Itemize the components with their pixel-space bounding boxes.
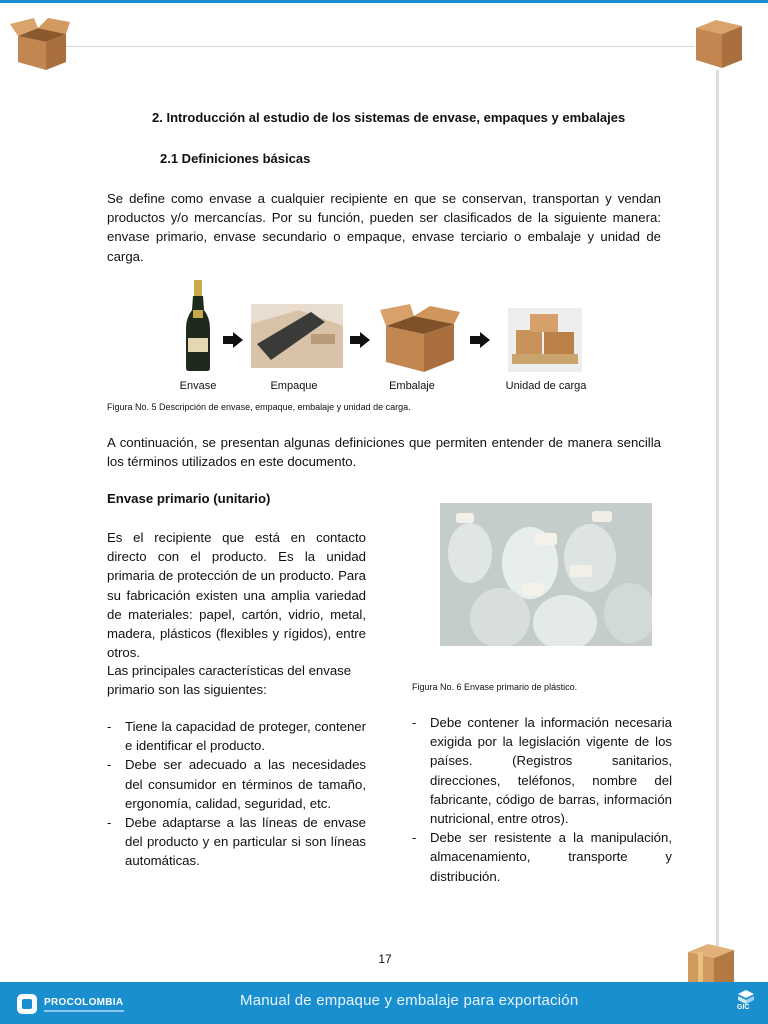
section-subheading: 2.1 Definiciones básicas: [160, 151, 311, 166]
intro-paragraph: Se define como envase a cualquier recipiente en que se conservan, transportan y vendan productos y/o mercancías. Por su función, pueden ser clasificados de la siguiente manera: envase primario, envase secundario o empaque, envase terciario o embalaje y unidad de carga.: [107, 191, 661, 264]
figure-label-embalaje: Embalaje: [389, 380, 435, 392]
gift-box-image: [251, 304, 343, 368]
footer-title: Manual de empaque y embalaje para exportación: [240, 992, 579, 1009]
brand-tagline-bar: [44, 1010, 124, 1012]
plastic-bottles-photo: [440, 503, 652, 646]
footer-bar: [0, 982, 768, 1024]
gic-logo-icon: [738, 990, 754, 1004]
figure5-caption: Figura No. 5 Descripción de envase, empaque, embalaje y unidad de carga.: [107, 402, 411, 412]
figure-label-empaque: Empaque: [270, 380, 318, 392]
list-item: - Debe contener la información necesaria exigida por la legislación vigente de los países. (Registros sanitarios, direcciones, teléfonos, nombre del fabricante, código de barras, información nutricional, entre otros).: [412, 713, 672, 828]
arrow-right-icon: [223, 332, 243, 348]
list-item: - Tiene la capacidad de proteger, contener e identificar el producto.: [107, 717, 366, 755]
primary-heading: Envase primario (unitario): [107, 491, 271, 506]
pallet-load-image: [508, 308, 582, 372]
procolombia-logo-icon: [16, 993, 38, 1015]
top-accent-bar: [0, 0, 768, 3]
bottle-image: [184, 280, 212, 372]
primary-features-left-list: [107, 717, 366, 871]
section-heading: 2. Introducción al estudio de los sistemas de envase, empaques y embalajes: [152, 110, 626, 125]
page-number: 17: [378, 952, 392, 966]
primary-features-intro: Las principales características del envase primario son las siguientes:: [107, 663, 352, 698]
gic-label: GIC: [737, 1004, 750, 1011]
list-item: - Debe adaptarse a las líneas de envase del producto y en particular si son líneas automáticas.: [107, 813, 366, 871]
figure-label-unidad-de-carga: Unidad de carga: [505, 380, 587, 392]
list-item: - Debe ser resistente a la manipulación, almacenamiento, transporte y distribución.: [412, 828, 672, 886]
figure-label-envase: Envase: [179, 380, 217, 392]
shipping-box-image: [380, 302, 460, 374]
margin-rule: [716, 70, 719, 950]
packaging-levels-figure: [180, 280, 600, 380]
closed-box-icon: [692, 16, 746, 70]
list-item: - Debe ser adecuado a las necesidades del consumidor en términos de tamaño, ergonomía, calidad, seguridad, etc.: [107, 755, 366, 813]
open-box-icon: [8, 14, 72, 72]
primary-features-right-list: [412, 713, 672, 886]
arrow-right-icon: [350, 332, 370, 348]
figure6-caption: Figura No. 6 Envase primario de plástico.: [412, 682, 578, 692]
header-rule: [55, 46, 695, 47]
primary-description: Es el recipiente que está en contacto directo con el producto. Es la unidad primaria de protección de un producto. Para su fabricación existen una amplia variedad de materiales: papel, cartón, vidrio, metal, madera, plásticos (flexibles y rígidos), entre otros.: [107, 530, 366, 661]
arrow-right-icon: [470, 332, 490, 348]
brand-name: PROCOLOMBIA: [44, 997, 124, 1008]
continuation-paragraph: A continuación, se presentan algunas definiciones que permiten entender de manera sencilla los términos utilizados en este documento.: [107, 435, 661, 470]
